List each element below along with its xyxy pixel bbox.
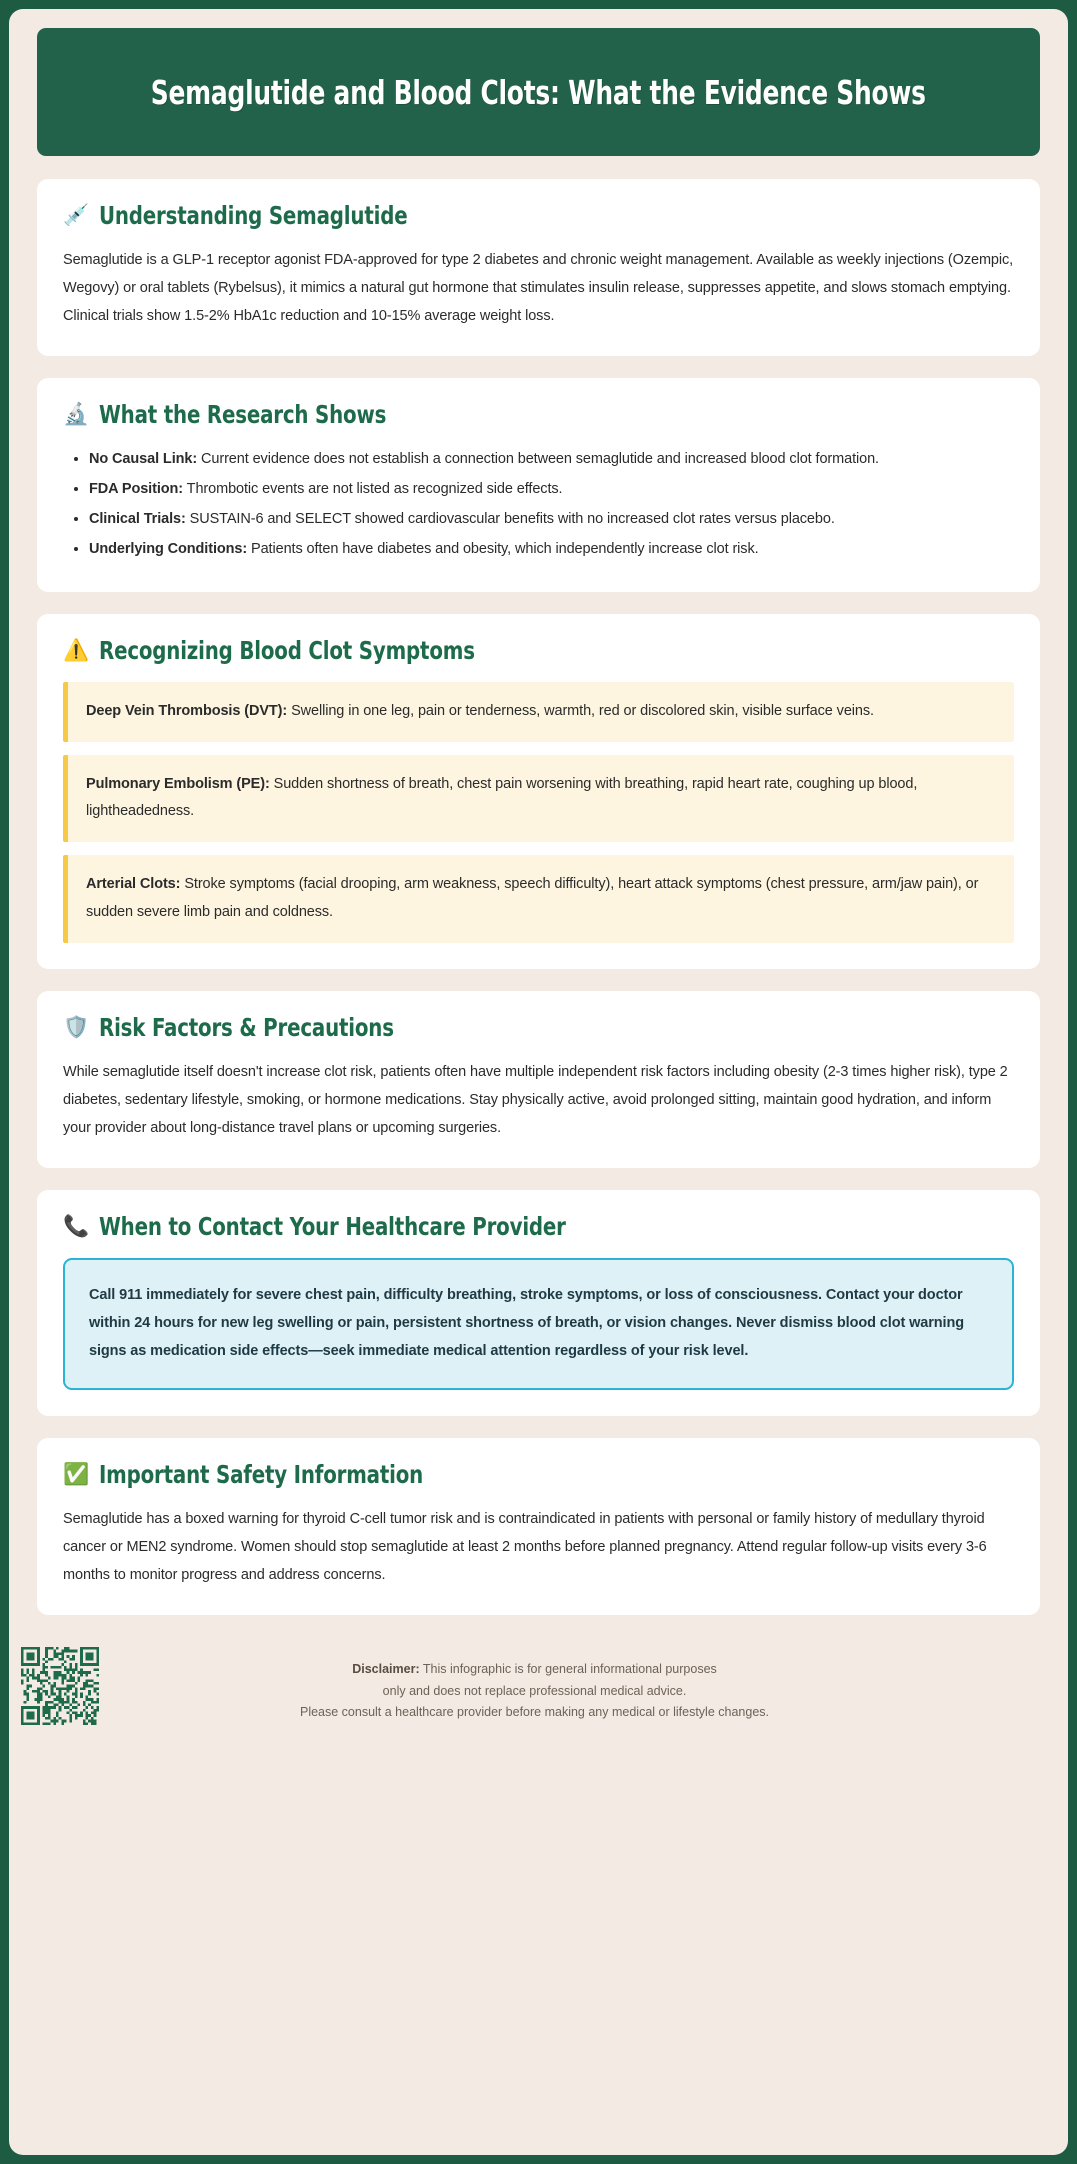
bullet-label: Underlying Conditions: xyxy=(89,540,248,557)
understanding-paragraph: Semaglutide is a GLP-1 receptor agonist FDA-approved for type 2 diabetes and chronic weight management. Available as weekly injections (Ozempic, Wegovy) or oral tablets (Rybelsus), it mimics a natural gut hormone that stimulates insulin release, suppresses appetite, and slows stomach emptying. Clinical trials show 1.5-2% HbA1c reduction and 10-15% average weight loss. xyxy=(63,252,1014,324)
disclaimer-label: Disclaimer: xyxy=(352,1662,420,1677)
bullet-text: SUSTAIN-6 and SELECT showed cardiovascular benefits with no increased clot rates versus placebo. xyxy=(185,511,835,528)
bullet-text: Current evidence does not establish a connection between semaglutide and increased blood clot formation. xyxy=(197,451,879,468)
symptom-box-arterial xyxy=(63,855,1014,943)
card-contact-provider xyxy=(37,1190,1040,1415)
bullet-text: Thrombotic events are not listed as recognized side effects. xyxy=(183,481,563,498)
page-title: Semaglutide and Blood Clots: What the Evidence Shows xyxy=(151,72,926,112)
symptom-box-dvt xyxy=(63,682,1014,742)
section-title-contact-provider: When to Contact Your Healthcare Provider xyxy=(99,1212,566,1242)
bullet-label: FDA Position: xyxy=(89,481,184,498)
safety-paragraph: Semaglutide has a boxed warning for thyroid C-cell tumor risk and is contraindicated in patients with personal or family history of medullary thyroid cancer or MEN2 syndrome. Women should stop semaglutide at least 2 months before planned pregnancy. Attend regular follow-up visits every 3-6 months to monitor progress and address concerns. xyxy=(63,1510,987,1583)
qr-code xyxy=(21,1647,99,1725)
disclaimer-line-1: This infographic is for general informational purposes xyxy=(419,1662,717,1677)
symptom-label: Arterial Clots: xyxy=(86,876,181,893)
disclaimer-line-3: Please consult a healthcare provider before making any medical or lifestyle changes. xyxy=(299,1705,769,1720)
header-banner xyxy=(37,28,1040,156)
disclaimer-text xyxy=(99,1643,1040,1724)
list-item xyxy=(89,506,1014,534)
symptom-label: Deep Vein Thrombosis (DVT): xyxy=(86,702,288,719)
card-safety-information xyxy=(37,1438,1040,1615)
section-title-safety: Important Safety Information xyxy=(99,1459,424,1489)
card-header xyxy=(63,1212,1014,1241)
card-symptoms xyxy=(37,614,1040,969)
card-understanding-semaglutide xyxy=(37,179,1040,356)
symptom-box-pe xyxy=(63,755,1014,843)
syringe-icon: 💉 xyxy=(63,204,90,227)
list-item xyxy=(89,536,1014,564)
card-header xyxy=(63,201,1014,230)
card-header xyxy=(63,400,1014,429)
risk-factors-paragraph: While semaglutide itself doesn't increase clot risk, patients often have multiple independent risk factors including obesity (2-3 times higher risk), type 2 diabetes, sedentary lifestyle, smoking, or hormone medications. Stay physically active, avoid prolonged sitting, maintain good hydration, and inform your provider about long-distance travel plans or upcoming surgeries. xyxy=(63,1063,1008,1136)
shield-icon: 🛡️ xyxy=(63,1015,90,1039)
microscope-icon: 🔬 xyxy=(63,403,90,427)
list-item xyxy=(89,446,1014,474)
footer xyxy=(9,1637,1068,1773)
section-title-risk-factors: Risk Factors & Precautions xyxy=(99,1012,394,1042)
symptom-text: Sudden shortness of breath, chest pain worsening with breathing, rapid heart rate, coughing up blood, lightheadedness. xyxy=(86,775,918,820)
symptom-label: Pulmonary Embolism (PE): xyxy=(86,775,270,792)
card-risk-factors xyxy=(37,991,1040,1168)
check-mark-icon: ✅ xyxy=(63,1462,90,1486)
emergency-alert-box: Call 911 immediately for severe chest pain, difficulty breathing, stroke symptoms, or loss of consciousness. Contact your doctor within 24 hours for new leg swelling or pain, persistent shortness of breath, or vision changes. Never dismiss blood clot warning signs as medication side effects—seek immediate medical attention regardless of your risk level. xyxy=(63,1258,1014,1389)
research-bullet-list xyxy=(63,446,1014,563)
card-research xyxy=(37,378,1040,591)
list-item xyxy=(89,476,1014,504)
card-header xyxy=(63,1013,1014,1042)
telephone-icon: 📞 xyxy=(63,1215,90,1239)
section-title-symptoms: Recognizing Blood Clot Symptoms xyxy=(99,635,475,665)
card-header xyxy=(63,636,1014,665)
symptom-text: Swelling in one leg, pain or tenderness, warmth, red or discolored skin, visible surface veins. xyxy=(287,702,874,719)
section-title-understanding: Understanding Semaglutide xyxy=(99,201,408,230)
disclaimer-line-2: only and does not replace professional medical advice. xyxy=(382,1683,687,1698)
bullet-label: No Causal Link: xyxy=(89,451,198,468)
symptom-text: Stroke symptoms (facial drooping, arm weakness, speech difficulty), heart attack symptoms (chest pressure, arm/jaw pain), or sudden severe limb pain and coldness. xyxy=(86,876,979,921)
bullet-label: Clinical Trials: xyxy=(89,511,186,528)
infographic-page xyxy=(9,9,1068,2155)
section-title-research: What the Research Shows xyxy=(99,400,387,430)
card-header xyxy=(63,1460,1014,1489)
warning-icon: ⚠️ xyxy=(63,638,90,662)
bullet-text: Patients often have diabetes and obesity, which independently increase clot risk. xyxy=(247,540,759,557)
